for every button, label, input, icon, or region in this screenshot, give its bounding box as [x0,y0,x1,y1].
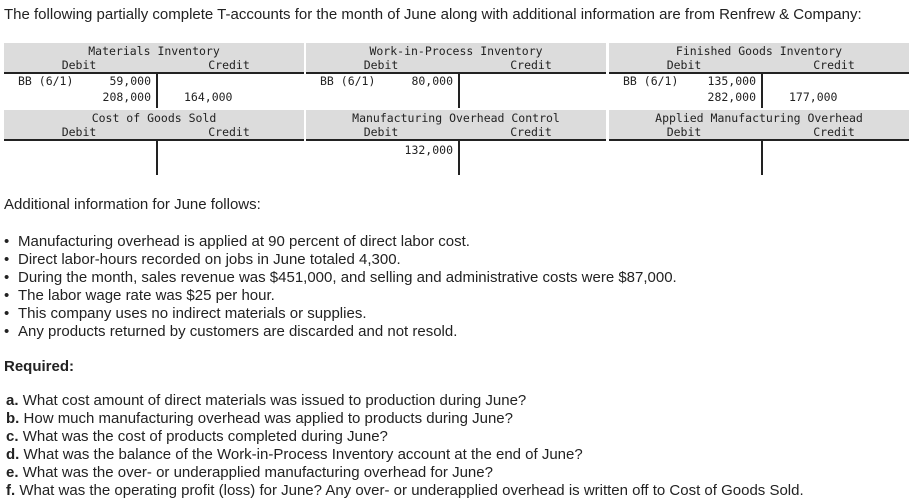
t-account-header [306,43,606,72]
t-account-body [4,139,304,175]
t-account-body [609,139,909,175]
credit-label: Credit [208,125,250,139]
credit-entry: 164,000 [184,90,233,104]
list-item: • Direct labor-hours recorded on jobs in June totaled 4,300. [0,251,677,269]
question-text: What was the cost of products completed during June? [22,428,388,445]
list-item: • The labor wage rate was $25 per hour. [0,287,677,305]
beginning-balance-label: BB (6/1) [18,74,74,88]
t-account-header [609,110,909,139]
t-account-header [4,110,304,139]
t-account-body [609,72,909,108]
t-horizontal-rule [609,139,909,141]
question-letter: f. [6,482,16,499]
account-title: Cost of Goods Sold [91,111,217,125]
debit-label: Debit [666,58,702,72]
credit-entry: 177,000 [789,90,838,104]
t-account-work-in-process-inventory [306,43,606,108]
t-account-cost-of-goods-sold [4,110,304,175]
t-account-body [306,139,606,175]
question-item [0,392,804,410]
list-item: • During the month, sales revenue was $451,000, and selling and administrative costs were $87,000. [0,269,677,287]
additional-info-heading: Additional information for June follows: [4,196,261,213]
credit-label: Credit [510,58,552,72]
account-title: Manufacturing Overhead Control [352,111,560,125]
required-heading: Required: [4,358,75,375]
account-title: Applied Manufacturing Overhead [655,111,863,125]
credit-label: Credit [510,125,552,139]
t-vertical-rule [761,72,763,108]
question-text: What was the over- or underapplied manufacturing overhead for June? [22,464,493,481]
debit-entry: 282,000 [707,90,756,104]
t-account-header [306,110,606,139]
list-item: • This company uses no indirect materials or supplies. [0,305,677,323]
t-vertical-rule [156,72,158,108]
debit-entry: 135,000 [707,74,756,88]
account-title: Work-in-Process Inventory [369,44,543,58]
question-text: How much manufacturing overhead was applied to products during June? [23,410,513,427]
debit-label: Debit [666,125,702,139]
t-vertical-rule [458,72,460,108]
t-account-header [4,43,304,72]
t-account-manufacturing-overhead-control [306,110,606,175]
question-item [0,482,804,500]
account-title: Finished Goods Inventory [675,44,843,58]
t-vertical-rule [761,139,763,175]
question-text: What cost amount of direct materials was issued to production during June? [22,392,527,409]
t-account-applied-manufacturing-overhead [609,110,909,175]
t-account-body [4,72,304,108]
additional-info-list [0,233,677,341]
question-item [0,464,804,482]
beginning-balance-label: BB (6/1) [623,74,679,88]
t-account-body [306,72,606,108]
account-title: Materials Inventory [88,44,220,58]
debit-label: Debit [363,125,399,139]
question-letter: a. [6,392,19,409]
t-account-finished-goods-inventory [609,43,909,108]
credit-label: Credit [813,58,855,72]
list-item: • Manufacturing overhead is applied at 90 percent of direct labor cost. [0,233,677,251]
debit-entry: 132,000 [404,143,453,157]
question-text: What was the operating profit (loss) for June? Any over- or underapplied overhead is written off to Cost of Goods Sold. [19,482,804,499]
debit-entry: 208,000 [102,90,151,104]
t-vertical-rule [156,139,158,175]
credit-label: Credit [813,125,855,139]
question-letter: e. [6,464,19,481]
question-item [0,428,804,446]
t-horizontal-rule [306,139,606,141]
debit-label: Debit [61,125,97,139]
intro-text: The following partially complete T-accounts for the month of June along with additional information are from Renfrew & Company: [4,6,862,23]
question-letter: d. [6,446,20,463]
debit-label: Debit [363,58,399,72]
debit-entry: 59,000 [109,74,151,88]
debit-label: Debit [61,58,97,72]
questions-list [0,392,804,500]
question-item [0,410,804,428]
t-horizontal-rule [4,139,304,141]
debit-entry: 80,000 [411,74,453,88]
t-account-materials-inventory [4,43,304,108]
question-letter: c. [6,428,19,445]
question-item [0,446,804,464]
t-account-header [609,43,909,72]
beginning-balance-label: BB (6/1) [320,74,376,88]
list-item: • Any products returned by customers are discarded and not resold. [0,323,677,341]
question-letter: b. [6,410,20,427]
question-text: What was the balance of the Work-in-Process Inventory account at the end of June? [23,446,583,463]
t-vertical-rule [458,139,460,175]
credit-label: Credit [208,58,250,72]
